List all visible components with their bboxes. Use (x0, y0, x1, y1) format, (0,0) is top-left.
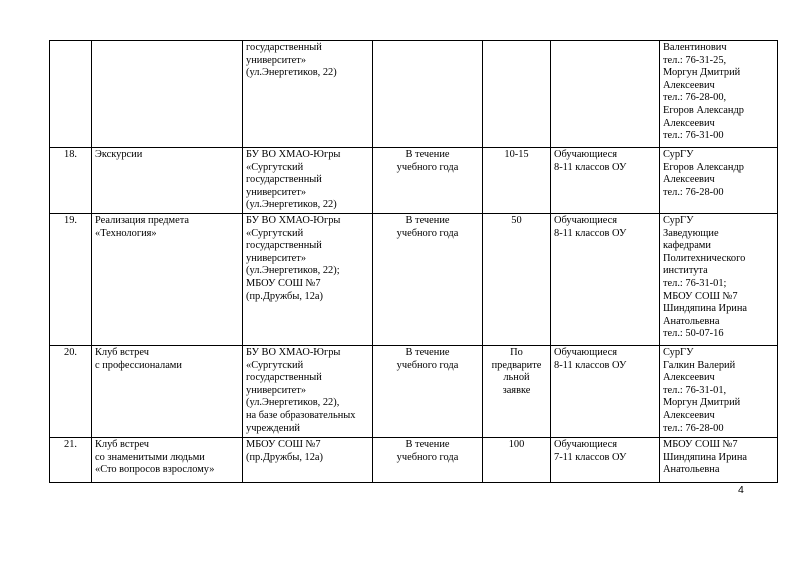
participant-count: По предварите льной заявке (483, 345, 551, 437)
participants: Обучающиеся 8-11 классов ОУ (551, 345, 660, 437)
event-place: БУ ВО ХМАО-Югры «Сургутский государственный университет» (ул.Энергетиков, 22), на базе образовательных учреждений (243, 345, 373, 437)
table-row (50, 41, 778, 148)
row-number (50, 41, 92, 148)
participants: Обучающиеся 8-11 классов ОУ (551, 213, 660, 345)
row-number: 19. (50, 213, 92, 345)
event-place: государственный университет» (ул.Энергетиков, 22) (243, 41, 373, 148)
participants: Обучающиеся 7-11 классов ОУ (551, 437, 660, 482)
row-number: 20. (50, 345, 92, 437)
table-row (50, 213, 778, 345)
participants (551, 41, 660, 148)
row-number: 18. (50, 148, 92, 214)
participant-count: 50 (483, 213, 551, 345)
participant-count (483, 41, 551, 148)
event-period: В течение учебного года (373, 437, 483, 482)
page-number: 4 (738, 484, 744, 496)
responsible-contacts: СурГУ Егоров Александр Алексеевич тел.: 76-28-00 (660, 148, 778, 214)
event-place: БУ ВО ХМАО-Югры «Сургутский государственный университет» (ул.Энергетиков, 22) (243, 148, 373, 214)
event-place: БУ ВО ХМАО-Югры «Сургутский государственный университет» (ул.Энергетиков, 22); МБОУ СОШ №7 (пр.Дружбы, 12а) (243, 213, 373, 345)
event-period: В течение учебного года (373, 213, 483, 345)
event-period (373, 41, 483, 148)
event-name: Экскурсии (92, 148, 243, 214)
activities-table (49, 40, 778, 483)
responsible-contacts: СурГУ Заведующие кафедрами Политехнического института тел.: 76-31-01; МБОУ СОШ №7 Шиндяпина Ирина Анатольевна тел.: 50-07-16 (660, 213, 778, 345)
table-row (50, 148, 778, 214)
participants: Обучающиеся 8-11 классов ОУ (551, 148, 660, 214)
event-period: В течение учебного года (373, 345, 483, 437)
row-number: 21. (50, 437, 92, 482)
event-period: В течение учебного года (373, 148, 483, 214)
event-name: Клуб встреч со знаменитыми людьми «Сто вопросов взрослому» (92, 437, 243, 482)
event-name (92, 41, 243, 148)
participant-count: 10-15 (483, 148, 551, 214)
event-name: Реализация предмета «Технология» (92, 213, 243, 345)
table-row (50, 345, 778, 437)
event-place: МБОУ СОШ №7 (пр.Дружбы, 12а) (243, 437, 373, 482)
responsible-contacts: Валентинович тел.: 76-31-25, Моргун Дмитрий Алексеевич тел.: 76-28-00, Егоров Александр Алексеевич тел.: 76-31-00 (660, 41, 778, 148)
responsible-contacts: СурГУ Галкин Валерий Алексеевич тел.: 76-31-01, Моргун Дмитрий Алексеевич тел.: 76-28-00 (660, 345, 778, 437)
responsible-contacts: МБОУ СОШ №7 Шиндяпина Ирина Анатольевна (660, 437, 778, 482)
table-row (50, 437, 778, 482)
participant-count: 100 (483, 437, 551, 482)
event-name: Клуб встреч с профессионалами (92, 345, 243, 437)
